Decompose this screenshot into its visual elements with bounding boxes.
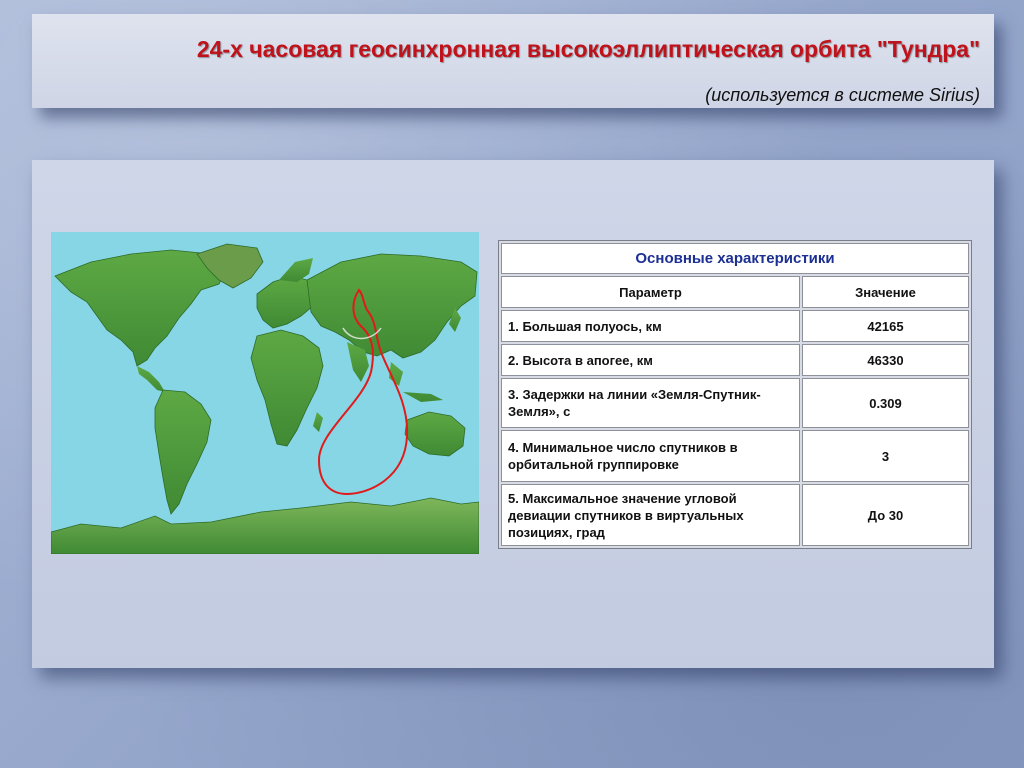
world-map [51, 232, 479, 554]
table-cell-value: 0.309 [802, 378, 969, 428]
table-row [501, 378, 969, 428]
table-cell-value: 42165 [802, 310, 969, 342]
table-row [501, 344, 969, 376]
slide-subtitle: (используется в системе Sirius) [705, 85, 980, 105]
table-cell-value: До 30 [802, 484, 969, 546]
title-panel [32, 14, 994, 108]
column-header-parameter: Параметр [501, 276, 800, 308]
table-row [501, 484, 969, 546]
slide-title: 24-х часовая геосинхронная высокоэллиптическая орбита "Тундра" [196, 36, 980, 62]
table-cell-value: 46330 [802, 344, 969, 376]
table-cell-param: 4. Минимальное число спутников в орбитальной группировке [501, 430, 800, 482]
characteristics-table [498, 240, 972, 549]
table-cell-param: 2. Высота в апогее, км [501, 344, 800, 376]
table-caption: Основные характеристики [501, 243, 969, 274]
table-cell-param: 1. Большая полуось, км [501, 310, 800, 342]
table-row [501, 310, 969, 342]
table-cell-param: 3. Задержки на линии «Земля-Спутник-Земля», с [501, 378, 800, 428]
column-header-value: Значение [802, 276, 969, 308]
world-map-icon [51, 232, 479, 554]
table-cell-value: 3 [802, 430, 969, 482]
table-row [501, 430, 969, 482]
table-cell-param: 5. Максимальное значение угловой девиации спутников в виртуальных позициях, град [501, 484, 800, 546]
